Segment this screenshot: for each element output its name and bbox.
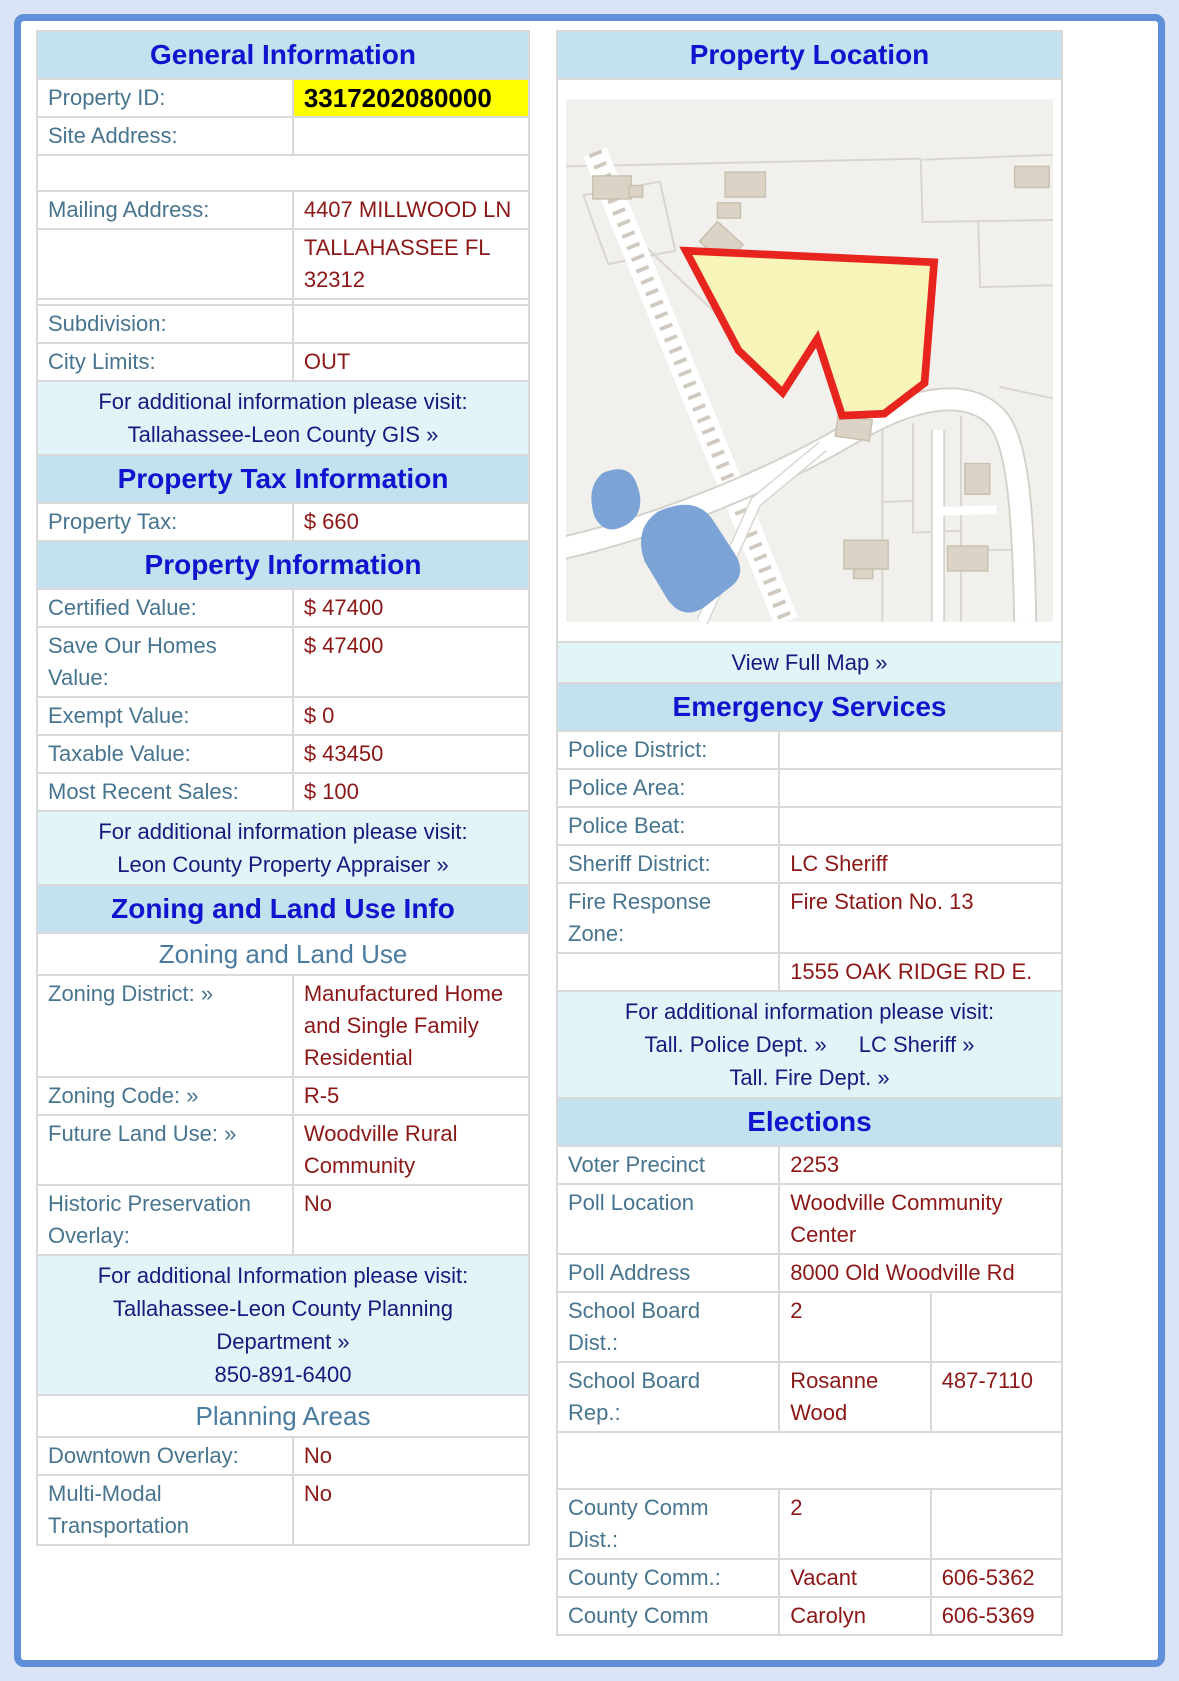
historic-preservation-overlay-value: No <box>293 1185 529 1255</box>
table-row <box>557 1489 1062 1559</box>
school-board-rep-extra: 487-7110 <box>931 1362 1062 1432</box>
table-row <box>557 1098 1062 1146</box>
school-board-dist-label: School Board Dist.: <box>557 1292 779 1362</box>
future-land-use-value: Woodville Rural Community <box>293 1115 529 1185</box>
table-row <box>37 1437 529 1475</box>
info-text: For additional information please visit: <box>624 999 995 1024</box>
police-district-value <box>779 731 1062 769</box>
voter-precinct-label: Voter Precinct <box>557 1146 779 1184</box>
table-row <box>37 933 529 975</box>
downtown-overlay-label: Downtown Overlay: <box>37 1437 293 1475</box>
elections-header: Elections <box>557 1098 1062 1146</box>
exempt-value-value: $ 0 <box>293 697 529 735</box>
table-row <box>557 1432 1062 1489</box>
voter-precinct-value: 2253 <box>779 1146 1062 1184</box>
table-row <box>557 1559 1062 1597</box>
table-row <box>557 1362 1062 1432</box>
table-row <box>37 381 529 455</box>
police-area-label: Police Area: <box>557 769 779 807</box>
table-row <box>37 1185 529 1255</box>
tall-fire-dept-link[interactable]: Tall. Fire Dept. » <box>729 1065 890 1090</box>
taxable-value-value: $ 43450 <box>293 735 529 773</box>
certified-value-value: $ 47400 <box>293 589 529 627</box>
table-row <box>37 455 529 503</box>
table-row <box>37 229 529 299</box>
county-comm-value: Vacant <box>779 1559 931 1597</box>
county-comm-extra: 606-5369 <box>931 1597 1062 1635</box>
table-row <box>37 1115 529 1185</box>
future-land-use-label[interactable]: Future Land Use: » <box>37 1115 293 1185</box>
zoning-and-land-use-header: Zoning and Land Use <box>37 933 529 975</box>
subdivision-label: Subdivision: <box>37 305 293 343</box>
info-text: For additional information please visit: <box>98 389 468 414</box>
empty-label <box>557 953 779 991</box>
table-row <box>557 79 1062 642</box>
table-row <box>37 811 529 885</box>
zoning-district-label[interactable]: Zoning District: » <box>37 975 293 1077</box>
certified-value-label: Certified Value: <box>37 589 293 627</box>
county-comm-label: County Comm <box>557 1597 779 1635</box>
property-id-value: 3317202080000 <box>293 79 529 117</box>
county-comm-dist-label: County Comm Dist.: <box>557 1489 779 1559</box>
save-our-homes-value-value: $ 47400 <box>293 627 529 697</box>
zoning-district-value: Manufactured Home and Single Family Residential <box>293 975 529 1077</box>
property-id-label: Property ID: <box>37 79 293 117</box>
table-row <box>37 541 529 589</box>
info-band <box>37 811 529 885</box>
table-row <box>37 975 529 1077</box>
county-comm-value: Carolyn <box>779 1597 931 1635</box>
map-background <box>566 99 1053 621</box>
leon-county-property-appraiser-link[interactable]: Leon County Property Appraiser » <box>117 852 449 877</box>
county-comm-extra: 606-5362 <box>931 1559 1062 1597</box>
table-row <box>37 191 529 229</box>
spacer-row <box>37 155 529 191</box>
emergency-services-header: Emergency Services <box>557 683 1062 731</box>
empty-value: TALLAHASSEE FL 32312 <box>293 229 529 299</box>
table-row <box>37 589 529 627</box>
zoning-code-label[interactable]: Zoning Code: » <box>37 1077 293 1115</box>
tallahassee-leon-county-gis-link[interactable]: Tallahassee-Leon County GIS » <box>127 422 439 447</box>
property-tax-label: Property Tax: <box>37 503 293 541</box>
info-text: For additional information please visit: <box>98 819 468 844</box>
table-row <box>37 305 529 343</box>
info-text: 850-891-6400 <box>214 1362 352 1387</box>
sheriff-district-value: LC Sheriff <box>779 845 1062 883</box>
table-row <box>557 1292 1062 1362</box>
table-row <box>557 1184 1062 1254</box>
table-row <box>557 807 1062 845</box>
city-limits-label: City Limits: <box>37 343 293 381</box>
info-band <box>37 381 529 455</box>
police-beat-value <box>779 807 1062 845</box>
poll-location-value: Woodville Community Center <box>779 1184 1062 1254</box>
table-row <box>37 503 529 541</box>
table-row <box>557 731 1062 769</box>
table-row <box>557 953 1062 991</box>
map-canvas <box>566 88 1053 633</box>
property-location-map[interactable] <box>566 88 1053 633</box>
poll-address-label: Poll Address <box>557 1254 779 1292</box>
planning-areas-header: Planning Areas <box>37 1395 529 1437</box>
zoning-code-value: R-5 <box>293 1077 529 1115</box>
table-row <box>37 343 529 381</box>
table-row <box>37 885 529 933</box>
table-row <box>37 1395 529 1437</box>
info-band <box>557 642 1062 683</box>
property-tax-information-header: Property Tax Information <box>37 455 529 503</box>
county-comm-label: County Comm.: <box>557 1559 779 1597</box>
fire-response-zone-label: Fire Response Zone: <box>557 883 779 953</box>
table-row <box>557 845 1062 883</box>
county-comm-dist-value: 2 <box>779 1489 931 1559</box>
table-row <box>37 627 529 697</box>
table-row <box>37 735 529 773</box>
table-row <box>37 31 529 79</box>
property-location-table <box>556 30 1063 1636</box>
city-limits-value: OUT <box>293 343 529 381</box>
sheriff-district-label: Sheriff District: <box>557 845 779 883</box>
table-row <box>557 883 1062 953</box>
spacer-row <box>557 1432 1062 1489</box>
lc-sheriff-link[interactable]: LC Sheriff » <box>858 1032 975 1057</box>
police-beat-label: Police Beat: <box>557 807 779 845</box>
property-information-header: Property Information <box>37 541 529 589</box>
property-info-panel <box>14 14 1165 1667</box>
info-band <box>37 1255 529 1395</box>
tall-police-dept-link[interactable]: Tall. Police Dept. » <box>644 1032 827 1057</box>
view-full-map-link[interactable]: View Full Map » <box>731 650 888 675</box>
most-recent-sales-label: Most Recent Sales: <box>37 773 293 811</box>
school-board-rep-value: Rosanne Wood <box>779 1362 931 1432</box>
general-information-header: General Information <box>37 31 529 79</box>
property-location-header: Property Location <box>557 31 1062 79</box>
table-row <box>37 155 529 191</box>
left-column <box>36 30 530 1546</box>
subdivision-value <box>293 305 529 343</box>
table-row <box>557 683 1062 731</box>
empty-label <box>37 229 293 299</box>
table-row <box>37 1475 529 1545</box>
right-column <box>556 30 1063 1636</box>
table-row <box>557 991 1062 1098</box>
table-row <box>37 117 529 155</box>
school-board-rep-label: School Board Rep.: <box>557 1362 779 1432</box>
empty-value: 1555 OAK RIDGE RD E. <box>779 953 1062 991</box>
table-row <box>37 79 529 117</box>
property-tax-value: $ 660 <box>293 503 529 541</box>
table-row <box>557 642 1062 683</box>
table-row <box>37 697 529 735</box>
site-address-value <box>293 117 529 155</box>
table-row <box>557 1254 1062 1292</box>
exempt-value-label: Exempt Value: <box>37 697 293 735</box>
map-cell <box>557 79 1062 642</box>
table-row <box>557 1146 1062 1184</box>
historic-preservation-overlay-label: Historic Preservation Overlay: <box>37 1185 293 1255</box>
table-row <box>37 1077 529 1115</box>
mailing-address-label: Mailing Address: <box>37 191 293 229</box>
info-text: For additional Information please visit: <box>97 1263 469 1288</box>
school-board-dist-extra <box>931 1292 1062 1362</box>
table-row <box>37 773 529 811</box>
info-band <box>557 991 1062 1098</box>
downtown-overlay-value: No <box>293 1437 529 1475</box>
multi-modal-transportation-label: Multi-Modal Transportation <box>37 1475 293 1545</box>
tallahassee-leon-county-planning-department-link[interactable]: Tallahassee-Leon County Planning Department » <box>112 1296 453 1354</box>
zoning-and-land-use-info-header: Zoning and Land Use Info <box>37 885 529 933</box>
most-recent-sales-value: $ 100 <box>293 773 529 811</box>
poll-location-label: Poll Location <box>557 1184 779 1254</box>
mailing-address-value: 4407 MILLWOOD LN <box>293 191 529 229</box>
taxable-value-label: Taxable Value: <box>37 735 293 773</box>
police-district-label: Police District: <box>557 731 779 769</box>
site-address-label: Site Address: <box>37 117 293 155</box>
police-area-value <box>779 769 1062 807</box>
fire-response-zone-value: Fire Station No. 13 <box>779 883 1062 953</box>
table-row <box>37 1255 529 1395</box>
table-row <box>557 1597 1062 1635</box>
general-information-table <box>36 30 530 1546</box>
table-row <box>557 769 1062 807</box>
save-our-homes-value-label: Save Our Homes Value: <box>37 627 293 697</box>
poll-address-value: 8000 Old Woodville Rd <box>779 1254 1062 1292</box>
table-row <box>557 31 1062 79</box>
county-comm-dist-extra <box>931 1489 1062 1559</box>
multi-modal-transportation-value: No <box>293 1475 529 1545</box>
school-board-dist-value: 2 <box>779 1292 931 1362</box>
